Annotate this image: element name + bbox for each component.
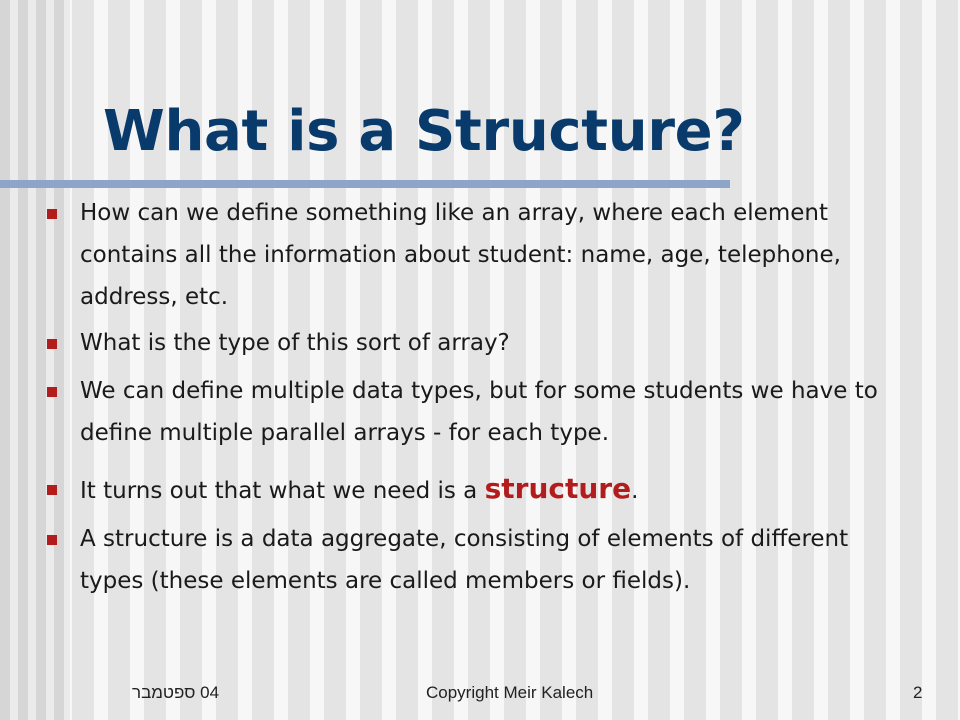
- bullet-square-icon: [47, 485, 57, 495]
- footer-page-number: 2: [913, 683, 923, 702]
- bullet-text: A structure is a data aggregate, consisting of elements of different types (these elements are called members or fields).: [80, 526, 849, 594]
- bullet-text: What is the type of this sort of array?: [80, 330, 510, 356]
- bullet-square-icon: [47, 535, 57, 545]
- bullet-item: [80, 518, 910, 602]
- bullet-text-end: .: [631, 478, 639, 504]
- bullet-square-icon: [47, 387, 57, 397]
- title-underline: [0, 180, 730, 188]
- bullet-item: [80, 192, 910, 318]
- bullet-square-icon: [47, 209, 57, 219]
- bullet-item: [80, 370, 910, 454]
- bullet-item: [80, 468, 910, 512]
- structure-keyword: structure: [484, 472, 632, 505]
- bullet-text: It turns out that what we need is a: [80, 478, 485, 504]
- slide-title: What is a Structure?: [103, 99, 745, 164]
- bullet-item: [80, 322, 910, 364]
- bullet-text: How can we define something like an array, where each element contains all the information about student: name, age, telephone, address, etc.: [80, 200, 841, 310]
- footer-date: 04 ספטמבר: [132, 683, 220, 702]
- bullet-square-icon: [47, 339, 57, 349]
- footer-copyright: Copyright Meir Kalech: [426, 683, 594, 702]
- bullet-text: We can define multiple data types, but for some students we have to define multiple parallel arrays - for each type.: [80, 378, 878, 446]
